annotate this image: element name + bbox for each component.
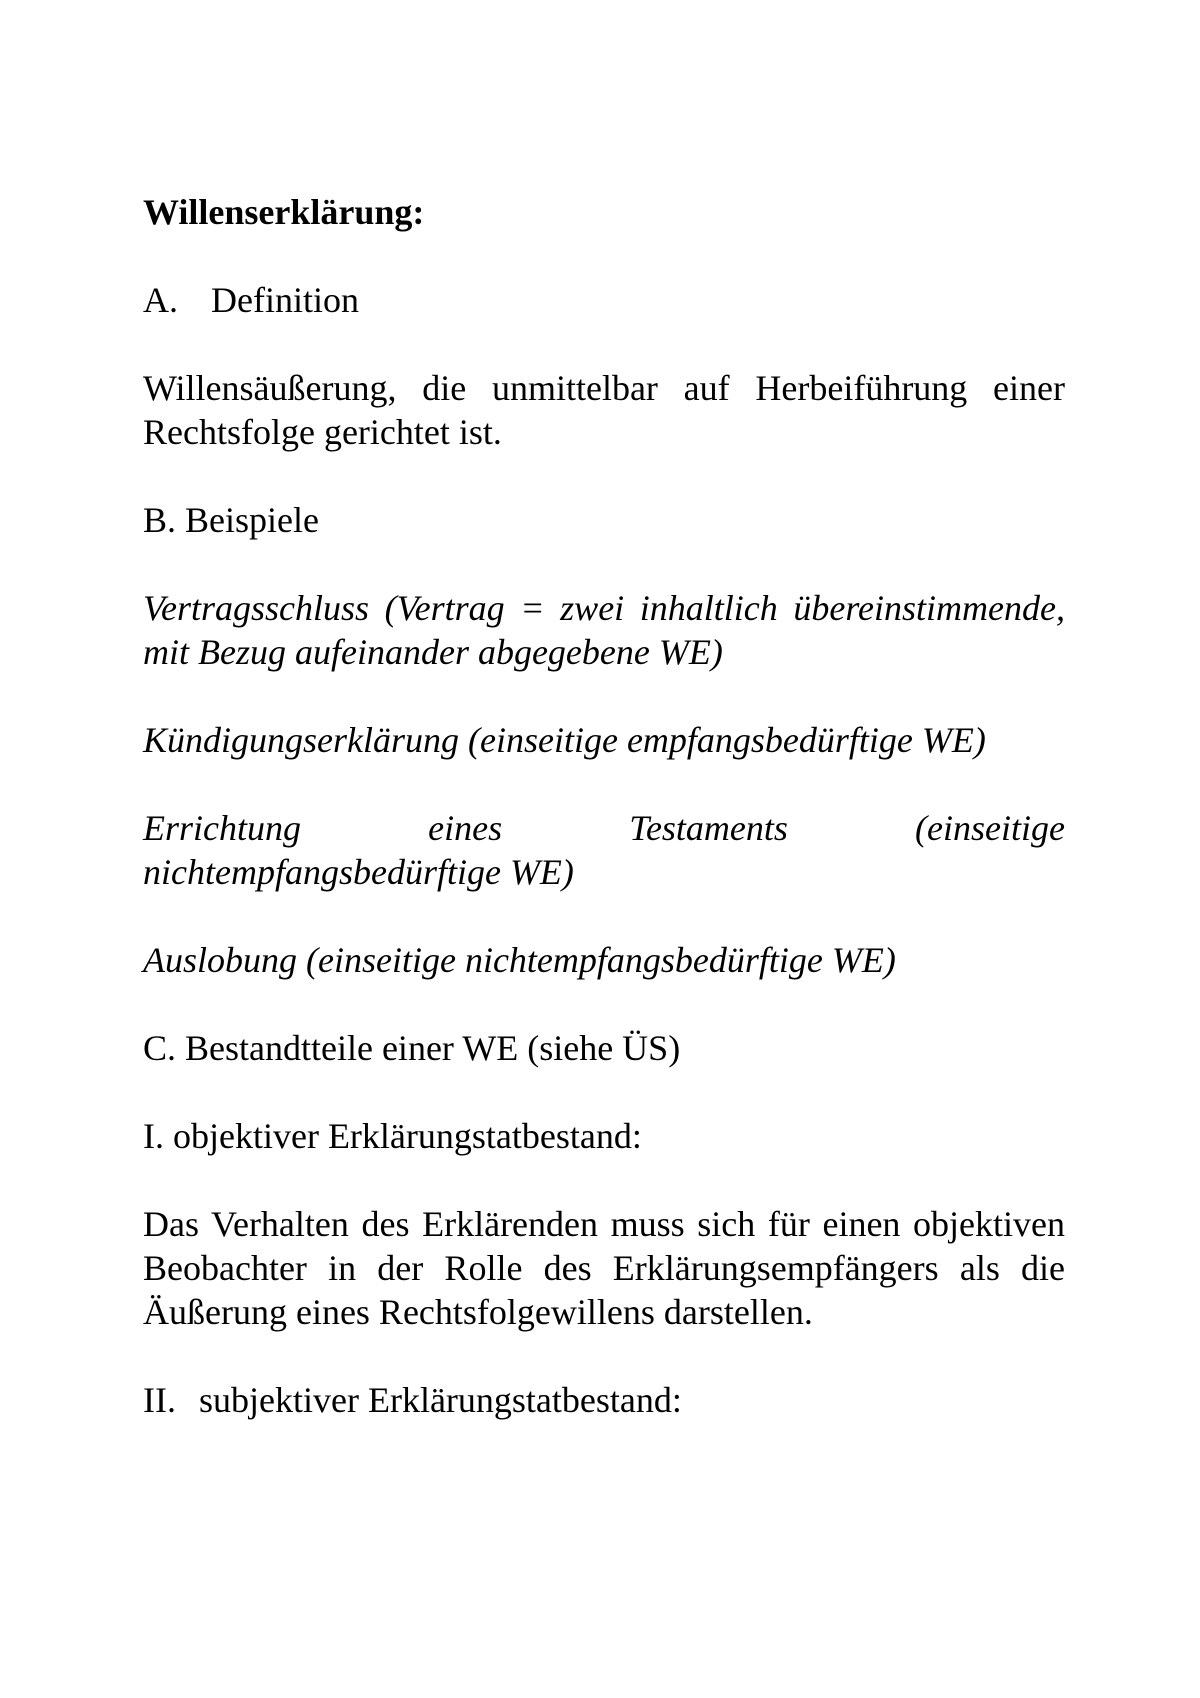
section-c-sub-2-marker: II. [143,1380,176,1420]
section-c-heading: C. Bestandtteile einer WE (siehe ÜS) [143,1028,681,1068]
section-a-marker: A. [143,280,178,320]
example-vertragsschluss: Vertragsschluss (Vertrag = zwei inhaltlich übereinstimmende, mit Bezug aufeinander abgegebene WE) [143,588,1065,672]
document-page [143,190,1065,1466]
section-c-sub-2-heading [143,1378,1065,1422]
example-testament: Errichtung eines Testaments (einseitige nichtempfangsbedürftige WE) [143,808,1065,892]
section-c-sub-2-heading-text: subjektiver Erklärungstatbestand: [199,1380,682,1420]
example-auslobung: Auslobung (einseitige nichtempfangsbedürftige WE) [143,940,896,980]
section-c-sub-1-text: Das Verhalten des Erklärenden muss sich für einen objektiven Beobachter in der Rolle des Erklärungsempfängers als die Äußerung eines Rechtsfolgewillens darstellen. [143,1204,1065,1332]
section-a-heading [143,278,1065,322]
definition-text: Willensäußerung, die unmittelbar auf Herbeiführung einer Rechtsfolge gerichtet ist. [143,368,1065,452]
section-c-sub-1-heading: I. objektiver Erklärungstatbestand: [143,1116,642,1156]
example-kuendigung: Kündigungserklärung (einseitige empfangsbedürftige WE) [143,720,986,760]
section-a-heading-text: Definition [211,280,359,320]
section-b-heading: B. Beispiele [143,500,319,540]
document-title: Willenserklärung: [143,192,425,232]
